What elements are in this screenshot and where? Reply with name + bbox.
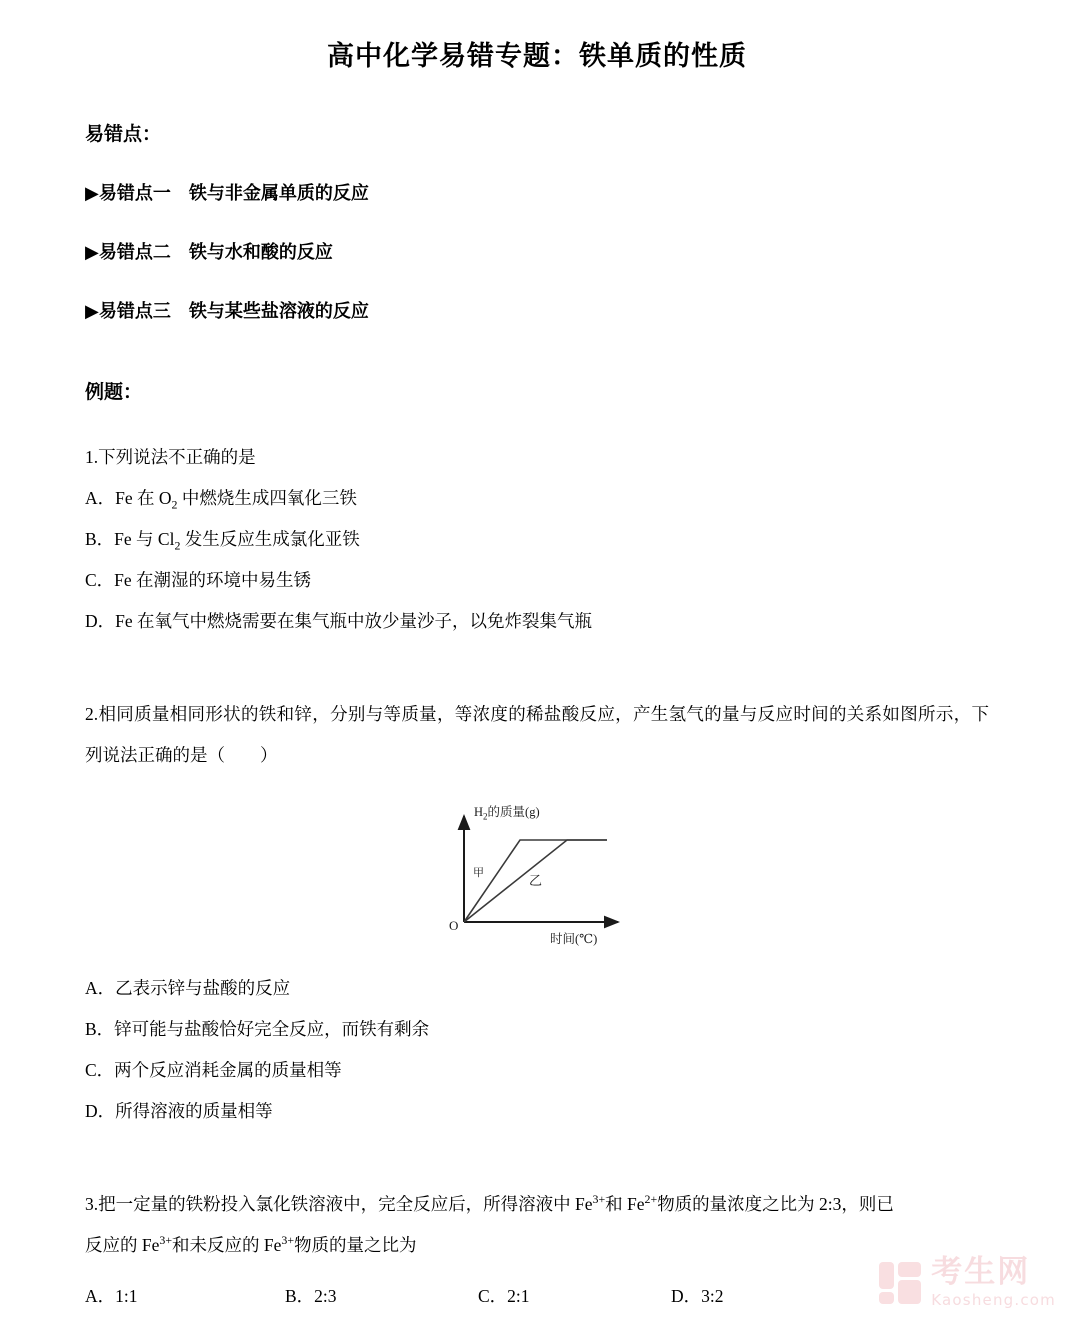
option-text: B．Fe 与 Cl [85,529,175,549]
question-3-option-b: B．2:3 [285,1286,337,1306]
examples-heading: 例题： [85,382,143,403]
superscript: 3+ [281,1233,295,1248]
question-1-option-d: D．Fe 在氧气中燃烧需要在集气瓶中放少量沙子，以免炸裂集气瓶 [85,611,593,631]
superscript: 3+ [159,1233,173,1248]
option-text-tail: 发生反应生成氯化亚铁 [180,529,360,549]
question-1-option-b [85,519,989,560]
question-2-figure [85,776,989,946]
watermark-english: Kaosheng.com [931,1291,1056,1309]
stem-text: 3.把一定量的铁粉投入氯化铁溶液中，完全反应后，所得溶液中 Fe [85,1194,593,1214]
chart-svg [432,794,642,946]
superscript: 3+ [592,1192,606,1207]
question-1-option-a [85,478,989,519]
stem-text: 和 Fe [605,1194,645,1214]
error-point-item-1: ▶易错点一 铁与非金属单质的反应 [85,183,369,203]
stem-text: 和未反应的 Fe [172,1235,282,1255]
question-1-stem: 1.下列说法不正确的是 [85,447,256,467]
question-2-option-a: A．乙表示锌与盐酸的反应 [85,978,291,998]
series-jia-label: 甲 [473,867,484,879]
y-axis-label: $H_2$的质量(g) [474,805,540,822]
series-yi-label: 乙 [529,873,543,888]
superscript: 2+ [644,1192,658,1207]
question-3-option-a: A．1:1 [85,1286,138,1306]
question-3-stem-line-2 [85,1225,989,1266]
question-3-option-c: C．2:1 [478,1286,530,1306]
stem-text: 反应的 Fe [85,1235,160,1255]
option-text: A．Fe 在 O [85,488,172,508]
watermark-text [931,1254,1056,1309]
error-point-item-2: ▶易错点二 铁与水和酸的反应 [85,242,333,262]
question-3-option-d: D．3:2 [671,1286,724,1306]
error-points-heading: 易错点： [85,124,162,145]
hydrogen-mass-vs-time-chart [432,794,642,946]
spacer [85,642,989,694]
question-2-stem: 2.相同质量相同形状的铁和锌，分别与等质量，等浓度的稀盐酸反应，产生氢气的量与反应时间的关系如图所示，下列说法正确的是（ ） [85,704,989,765]
stem-text: 物质的量浓度之比为 2:3，则已 [657,1194,894,1214]
x-axis-label: 时间(℃) [550,932,598,946]
subscript: 2 [174,538,181,553]
question-2-option-d: D．所得溶液的质量相等 [85,1101,273,1121]
kaosheng-watermark [879,1254,1056,1309]
page-title: 高中化学易错专题：铁单质的性质 [327,41,747,71]
kaosheng-logo-icon [879,1262,921,1304]
question-2-option-b: B．锌可能与盐酸恰好完全反应，而铁有剩余 [85,1019,430,1039]
origin-label: O [449,918,459,933]
question-3-stem-line-1 [85,1184,989,1225]
question-1-option-c: C．Fe 在潮湿的环境中易生锈 [85,570,312,590]
stem-text: 物质的量之比为 [294,1235,417,1255]
subscript: 2 [171,497,178,512]
error-point-item-3: ▶易错点三 铁与某些盐溶液的反应 [85,301,369,321]
spacer [85,1132,989,1184]
question-2-option-c: C．两个反应消耗金属的质量相等 [85,1060,342,1080]
watermark-chinese: 考生网 [931,1254,1031,1290]
question-3-options-row [85,1266,989,1317]
option-text-tail: 中燃烧生成四氧化三铁 [177,488,357,508]
